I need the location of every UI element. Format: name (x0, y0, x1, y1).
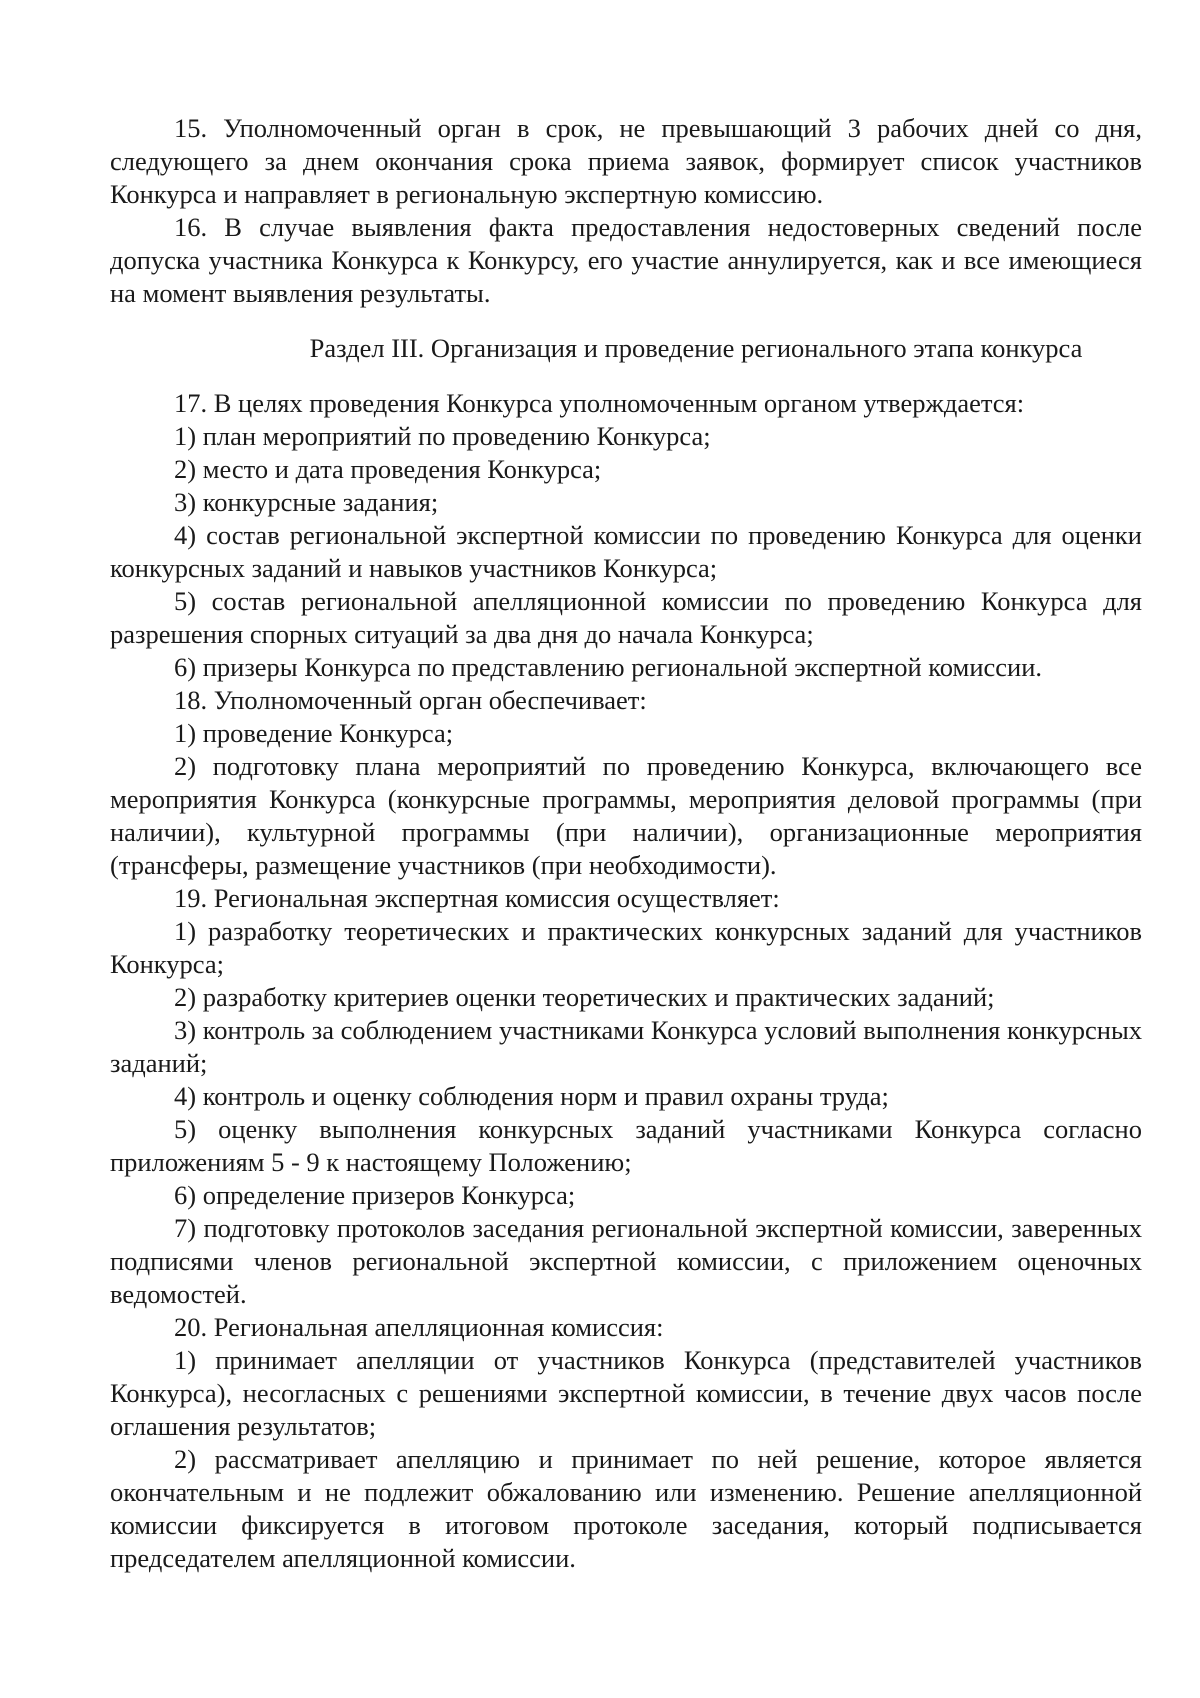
list-item: 2) разработку критериев оценки теоретических и практических заданий; (174, 982, 995, 1012)
list-item: 1) план мероприятий по проведению Конкурса; (174, 421, 711, 451)
section-heading: Раздел III. Организация и проведение регионального этапа конкурса (309, 333, 1083, 363)
list-item: 6) призеры Конкурса по представлению региональной экспертной комиссии. (174, 652, 1043, 682)
list-item: 4) контроль и оценку соблюдения норм и правил охраны труда; (174, 1081, 889, 1111)
list-item: 5) оценку выполнения конкурсных заданий участниками Конкурса согласно приложениям 5 - 9 к настоящему Положению; (110, 1114, 1142, 1177)
paragraph-15: 15. Уполномоченный орган в срок, не превышающий 3 рабочих дней со дня, следующего за днем окончания срока приема заявок, формирует список участников Конкурса и направляет в региональную экспертную комиссию. (110, 113, 1142, 209)
list-item: 6) определение призеров Конкурса; (174, 1180, 576, 1210)
paragraph-16: 16. В случае выявления факта предоставления недостоверных сведений после допуска участника Конкурса к Конкурсу, его участие аннулируется, как и все имеющиеся на момент выявления результаты. (110, 212, 1142, 308)
paragraph-19: 19. Региональная экспертная комиссия осуществляет: (174, 883, 780, 913)
list-item: 3) конкурсные задания; (174, 487, 439, 517)
list-item: 5) состав региональной апелляционной комиссии по проведению Конкурса для разрешения спорных ситуаций за два дня до начала Конкурса; (110, 586, 1142, 649)
paragraph-18: 18. Уполномоченный орган обеспечивает: (174, 685, 647, 715)
document-body (110, 112, 1142, 1575)
list-item: 1) разработку теоретических и практических конкурсных заданий для участников Конкурса; (110, 916, 1142, 979)
paragraph-20: 20. Региональная апелляционная комиссия: (174, 1312, 664, 1342)
list-item: 4) состав региональной экспертной комиссии по проведению Конкурса для оценки конкурсных заданий и навыков участников Конкурса; (110, 520, 1142, 583)
list-item: 7) подготовку протоколов заседания региональной экспертной комиссии, заверенных подписями членов региональной экспертной комиссии, с приложением оценочных ведомостей. (110, 1213, 1142, 1309)
list-item: 2) рассматривает апелляцию и принимает по ней решение, которое является окончательным и не подлежит обжалованию или изменению. Решение апелляционной комиссии фиксируется в итоговом протоколе заседания, который подписывается председателем апелляционной комиссии. (110, 1444, 1142, 1573)
paragraph-17: 17. В целях проведения Конкурса уполномоченным органом утверждается: (174, 388, 1025, 418)
list-item: 3) контроль за соблюдением участниками Конкурса условий выполнения конкурсных заданий; (110, 1015, 1142, 1078)
list-item: 2) место и дата проведения Конкурса; (174, 454, 602, 484)
list-item: 1) проведение Конкурса; (174, 718, 454, 748)
list-item: 1) принимает апелляции от участников Конкурса (представителей участников Конкурса), несогласных с решениями экспертной комиссии, в течение двух часов после оглашения результатов; (110, 1345, 1142, 1441)
list-item: 2) подготовку плана мероприятий по проведению Конкурса, включающего все мероприятия Конкурса (конкурсные программы, мероприятия деловой программы (при наличии), культурной программы (при наличии), организационные мероприятия (трансферы, размещение участников (при необходимости). (110, 751, 1142, 880)
